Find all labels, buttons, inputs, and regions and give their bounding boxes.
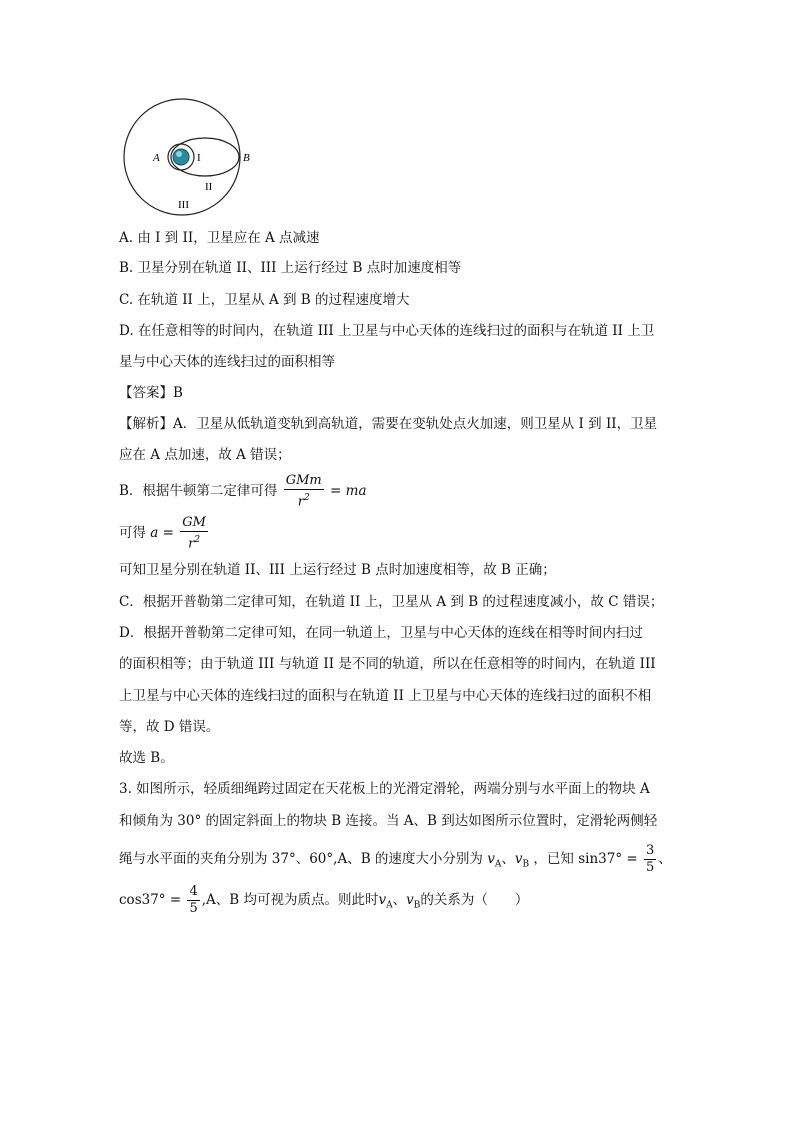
q3-l3-text: 绳与水平面的夹角分别为 37°、60°,A、B 的速度大小分别为 <box>119 851 483 867</box>
label-III: III <box>178 199 189 211</box>
answer-value: B <box>173 385 183 401</box>
central-body <box>173 149 189 165</box>
option-d-line1: D. 在任意相等的时间内，在轨道 III 上卫星与中心天体的连线扫过的面积与在轨道 II 上卫 <box>119 323 655 339</box>
accel-lhs: a = <box>150 525 174 542</box>
label-II: II <box>205 181 213 193</box>
accel-fraction <box>180 515 208 552</box>
newton-denominator-wrap: $r^2$ <box>297 493 310 510</box>
question3-line3 <box>119 843 672 876</box>
q3-l3-subB: B <box>522 859 530 870</box>
label-I: I <box>197 152 201 164</box>
analysis-c-line1: C．根据开普勒第二定律可知，在轨道 II 上，卫星从 A 到 B 的过程速度减小，故 C 错误； <box>119 594 664 610</box>
accel-denominator-wrap: $r^2$ <box>188 535 201 552</box>
analysis-d-line4: 等，故 D 错误。 <box>119 719 220 735</box>
q3-l3-sep: 、 <box>501 851 515 867</box>
analysis-b-line3: 可知卫星分别在轨道 II、III 上运行经过 B 点时加速度相等，故 B 正确； <box>119 562 556 578</box>
q3-l3-sin: ，已知 sin37° = <box>533 851 638 867</box>
cos-denominator: 5 <box>189 901 198 916</box>
sin-numerator: 3 <box>645 843 655 858</box>
q3-l3-end: 、 <box>658 851 672 867</box>
option-c: C. 在轨道 II 上，卫星从 A 到 B 的过程速度增大 <box>119 292 410 308</box>
answer-line <box>119 383 183 403</box>
q3-l3-vA: v <box>487 851 495 867</box>
analysis-a-line1 <box>119 414 657 434</box>
orbit-diagram <box>0 0 794 230</box>
accel-numerator: GM <box>182 515 206 530</box>
q3-l3-vB: v <box>514 851 523 867</box>
sin-fraction <box>644 843 656 876</box>
q3-l4-text: ,A、B 均可视为质点。则此时 <box>201 892 379 908</box>
analysis-d-line2: 的面积相等；由于轨道 III 与轨道 II 是不同的轨道，所以在任意相等的时间内，在轨道 III <box>119 656 656 672</box>
question3-line2: 和倾角为 30° 的固定斜面上的物块 B 连接。当 A、B 到达如图所示位置时，定滑轮两侧轻 <box>119 813 658 829</box>
q3-l4-subA: A <box>386 900 393 911</box>
analysis-a-line2: 应在 A 点加速，故 A 错误； <box>119 447 291 463</box>
option-b: B. 卫星分别在轨道 II、III 上运行经过 B 点时加速度相等 <box>119 260 462 276</box>
analysis-b-line2 <box>119 515 210 552</box>
q3-l4-end: 的关系为（ ） <box>420 892 529 908</box>
question3-line4 <box>119 884 528 917</box>
newton-rhs: = ma <box>330 483 367 500</box>
cos-fraction <box>187 884 199 917</box>
label-B: B <box>243 152 250 164</box>
accel-denominator: r <box>188 536 195 552</box>
newton-denominator: r <box>297 494 304 510</box>
analysis-d-line1: D．根据开普勒第二定律可知，在同一轨道上，卫星与中心天体的连线在相等时间内扫过 <box>119 625 643 641</box>
sin-denominator: 5 <box>645 860 655 875</box>
cos-numerator: 4 <box>189 884 198 899</box>
q3-l3-subA: A <box>494 859 502 870</box>
option-d-line2: 星与中心天体的连线扫过的面积相等 <box>119 354 335 370</box>
newton-numerator: GMm <box>285 473 322 488</box>
central-body-highlight <box>176 151 182 157</box>
label-A: A <box>153 152 160 164</box>
q3-l4-subB: B <box>413 900 421 911</box>
q3-l4-vB: v <box>406 892 414 908</box>
question3-line1: 3. 如图所示，轻质细绳跨过固定在天花板上的光滑定滑轮，两端分别与水平面上的物块 A <box>119 781 650 797</box>
q3-l4-vA: v <box>378 892 387 908</box>
analysis-b1-prefix: B．根据牛顿第二定律可得 <box>119 483 278 500</box>
q3-l4-sep: 、 <box>392 892 407 908</box>
analysis-d-line3: 上卫星与中心天体的连线扫过的面积与在轨道 II 上卫星与中心天体的连线扫过的面积不相 <box>119 688 652 704</box>
newton-fraction <box>284 473 324 510</box>
q3-l4-cos: cos37° = <box>119 892 182 908</box>
analysis-b-line1 <box>119 473 367 510</box>
analysis-a1: A．卫星从低轨道变轨到高轨道，需要在变轨处点火加速，则卫星从 I 到 II，卫星 <box>173 416 658 432</box>
option-a: A. 由 I 到 II，卫星应在 A 点减速 <box>119 230 320 246</box>
answer-tag: 【答案】 <box>119 385 173 401</box>
analysis-b2-prefix: 可得 <box>119 525 146 542</box>
analysis-tag: 【解析】 <box>119 416 173 432</box>
analysis-conclusion: 故选 B。 <box>119 750 174 766</box>
